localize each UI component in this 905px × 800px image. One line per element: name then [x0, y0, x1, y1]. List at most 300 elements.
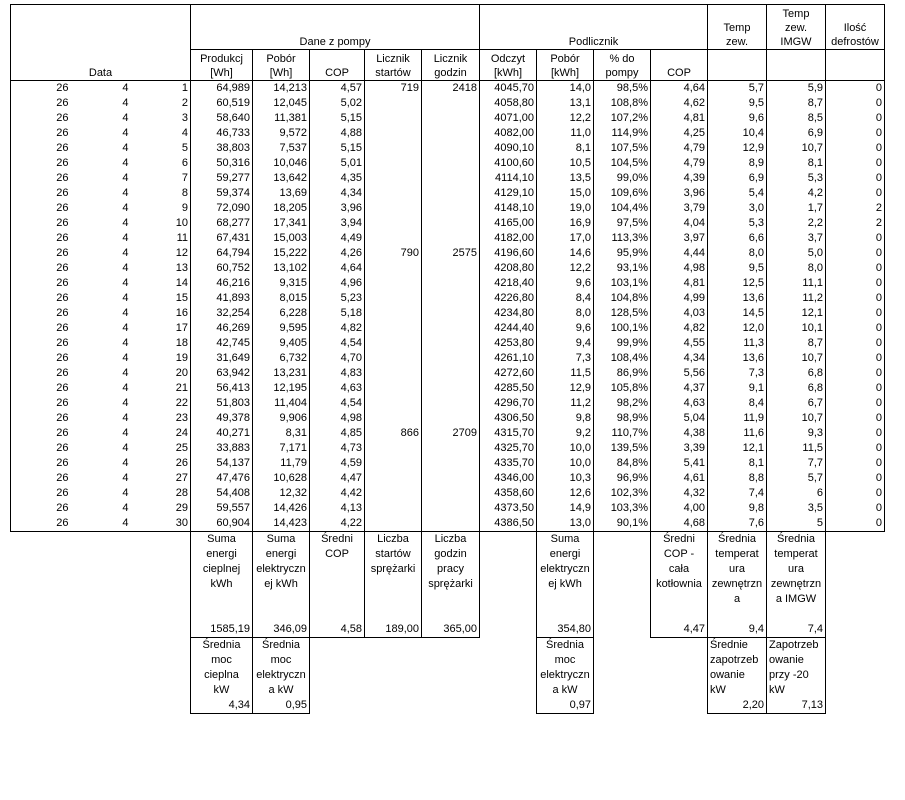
temp-imgw-cell: 4,2 — [767, 186, 826, 201]
temp-cell: 11,9 — [708, 411, 767, 426]
pobor-cell: 12,045 — [253, 96, 310, 111]
pobor-kwh-cell: 13,1 — [537, 96, 594, 111]
defrost-cell: 0 — [826, 141, 885, 156]
temp-imgw-cell: 1,7 — [767, 201, 826, 216]
defrost-cell: 0 — [826, 426, 885, 441]
day-cell: 26 — [11, 231, 71, 246]
cop-cell: 5,15 — [310, 111, 365, 126]
temp-imgw-cell: 11,2 — [767, 291, 826, 306]
defrost-cell: 0 — [826, 186, 885, 201]
pobor-cell: 17,341 — [253, 216, 310, 231]
odczyt-cell: 4100,60 — [480, 156, 537, 171]
hours-cell — [422, 351, 480, 366]
prod-cell: 31,649 — [191, 351, 253, 366]
index-cell: 5 — [131, 141, 191, 156]
defrost-cell: 0 — [826, 456, 885, 471]
pobor-cell: 15,003 — [253, 231, 310, 246]
temp-imgw-cell: 5,9 — [767, 81, 826, 97]
table-row — [11, 246, 885, 261]
cop2-cell: 4,79 — [651, 156, 708, 171]
pobor-kwh-cell: 14,9 — [537, 501, 594, 516]
cop2-cell: 3,79 — [651, 201, 708, 216]
temp-imgw-cell: 8,7 — [767, 336, 826, 351]
pct-cell: 107,5% — [594, 141, 651, 156]
hours-cell — [422, 306, 480, 321]
temp-cell: 5,7 — [708, 81, 767, 97]
defrost-cell: 0 — [826, 291, 885, 306]
temp-imgw-cell: 3,5 — [767, 501, 826, 516]
cop-cell: 4,57 — [310, 81, 365, 97]
odczyt-cell: 4071,00 — [480, 111, 537, 126]
day-cell: 26 — [11, 171, 71, 186]
avg-power-submeter-label: Średnia moc elektryczn a kW — [537, 637, 594, 698]
pct-cell: 139,5% — [594, 441, 651, 456]
month-cell: 4 — [122, 202, 129, 214]
pobor-kwh-cell: 10,0 — [537, 456, 594, 471]
pct-cell: 96,9% — [594, 471, 651, 486]
starts-cell — [365, 216, 422, 231]
hours-cell — [422, 111, 480, 126]
temp-cell: 8,9 — [708, 156, 767, 171]
pump-group-header: Dane z pompy — [191, 5, 480, 50]
cop-cell: 4,70 — [310, 351, 365, 366]
pobor-kwh-cell: 14,0 — [537, 81, 594, 97]
pobor-kwh-cell: 15,0 — [537, 186, 594, 201]
prod-cell: 60,752 — [191, 261, 253, 276]
odczyt-cell: 4114,10 — [480, 171, 537, 186]
pct-cell: 104,8% — [594, 291, 651, 306]
month-cell: 4 — [122, 277, 129, 289]
odczyt-cell: 4346,00 — [480, 471, 537, 486]
cop2-cell: 4,34 — [651, 351, 708, 366]
hours-cell — [422, 276, 480, 291]
index-cell: 19 — [131, 351, 191, 366]
cop2-cell: 4,37 — [651, 381, 708, 396]
pobor-kwh-cell: 9,2 — [537, 426, 594, 441]
table-row — [11, 366, 885, 381]
month-cell: 4 — [122, 187, 129, 199]
hours-cell: 2418 — [422, 81, 480, 97]
defrost-cell: 0 — [826, 366, 885, 381]
starts-cell — [365, 141, 422, 156]
cop-cell: 4,54 — [310, 336, 365, 351]
starts-cell — [365, 366, 422, 381]
temp-imgw-cell: 10,7 — [767, 141, 826, 156]
odczyt-cell: 4090,10 — [480, 141, 537, 156]
temp-cell: 9,1 — [708, 381, 767, 396]
month-cell: 4 — [71, 516, 131, 532]
pobor-cell: 11,404 — [253, 396, 310, 411]
odczyt-cell: 4325,70 — [480, 441, 537, 456]
prod-cell: 38,803 — [191, 141, 253, 156]
pobor-kwh-cell: 19,0 — [537, 201, 594, 216]
pobor-cell: 8,015 — [253, 291, 310, 306]
pobor-cell: 10,046 — [253, 156, 310, 171]
pobor-cell: 13,231 — [253, 366, 310, 381]
temp-imgw-cell: 6,8 — [767, 366, 826, 381]
temp-cell: 11,3 — [708, 336, 767, 351]
prod-cell: 42,745 — [191, 336, 253, 351]
index-cell: 10 — [131, 216, 191, 231]
temp-imgw-cell: 6 — [767, 486, 826, 501]
pobor-kwh-cell: 10,5 — [537, 156, 594, 171]
month-cell: 4 — [122, 82, 129, 94]
hours-cell: 2575 — [422, 246, 480, 261]
starts-cell: 866 — [365, 426, 422, 441]
month-cell: 4 — [122, 127, 129, 139]
day-cell: 26 — [11, 291, 71, 306]
hours-cell — [422, 156, 480, 171]
cop2-cell: 4,79 — [651, 141, 708, 156]
avg-power-elec-value: 0,95 — [253, 698, 310, 714]
day-cell: 26 — [11, 336, 71, 351]
defrost-cell: 0 — [826, 156, 885, 171]
cop-cell: 5,18 — [310, 306, 365, 321]
hours-count-label: Liczba godzin pracy sprężarki — [422, 532, 480, 622]
pobor-cell: 14,426 — [253, 501, 310, 516]
day-cell: 26 — [11, 426, 71, 441]
table-row — [11, 351, 885, 366]
day-cell: 26 — [11, 471, 71, 486]
temp-cell: 10,4 — [708, 126, 767, 141]
starts-cell — [365, 156, 422, 171]
day-cell: 26 — [11, 456, 71, 471]
cop2-cell: 3,96 — [651, 186, 708, 201]
starts-cell — [365, 501, 422, 516]
cop-cell: 4,85 — [310, 426, 365, 441]
hours-cell — [422, 456, 480, 471]
defrost-cell: 0 — [826, 396, 885, 411]
starts-cell — [365, 321, 422, 336]
odczyt-cell: 4373,50 — [480, 501, 537, 516]
day-cell: 26 — [11, 321, 71, 336]
pct-cell: 98,2% — [594, 396, 651, 411]
day-cell: 26 — [11, 411, 71, 426]
month-cell: 4 — [122, 457, 129, 469]
index-cell: 7 — [131, 171, 191, 186]
table-row — [11, 216, 885, 231]
starts-count-value: 189,00 — [365, 622, 422, 638]
pct-cell: 86,9% — [594, 366, 651, 381]
index-cell: 28 — [131, 486, 191, 501]
defrost-cell: 0 — [826, 261, 885, 276]
table-row — [11, 486, 885, 501]
odczyt-cell: 4306,50 — [480, 411, 537, 426]
cop-cell: 5,23 — [310, 291, 365, 306]
temp-cell: 9,6 — [708, 111, 767, 126]
pct-cell: 93,1% — [594, 261, 651, 276]
hours-cell — [422, 396, 480, 411]
temp-cell: 13,6 — [708, 291, 767, 306]
month-cell: 4 — [122, 367, 129, 379]
cop-cell: 3,94 — [310, 216, 365, 231]
pobor-kwh-header: Pobór [kWh] — [537, 50, 594, 81]
day-cell: 26 — [11, 141, 71, 156]
pct-cell: 104,5% — [594, 156, 651, 171]
sum-elec-label: Suma energi elektryczn ej kWh — [253, 532, 310, 622]
prod-cell: 51,803 — [191, 396, 253, 411]
temp-cell: 5,4 — [708, 186, 767, 201]
temp-imgw-cell: 6,8 — [767, 381, 826, 396]
hours-cell — [422, 441, 480, 456]
day-cell: 26 — [11, 486, 71, 501]
table-row — [11, 231, 885, 246]
starts-cell — [365, 291, 422, 306]
defrost-cell: 0 — [826, 246, 885, 261]
defrost-cell: 0 — [826, 516, 885, 532]
pobor-cell: 14,423 — [253, 516, 310, 532]
pobor-kwh-cell: 17,0 — [537, 231, 594, 246]
cop-cell: 5,02 — [310, 96, 365, 111]
table-row — [11, 96, 885, 111]
index-cell: 6 — [131, 156, 191, 171]
temp-imgw-cell: 8,7 — [767, 96, 826, 111]
cop2-cell: 3,97 — [651, 231, 708, 246]
index-cell: 14 — [131, 276, 191, 291]
day-cell: 26 — [11, 276, 71, 291]
hours-header: Licznik godzin — [422, 50, 480, 81]
cop-cell: 5,15 — [310, 141, 365, 156]
month-cell: 4 — [122, 232, 129, 244]
index-cell: 3 — [131, 111, 191, 126]
defrost-cell: 0 — [826, 411, 885, 426]
cop-cell: 4,26 — [310, 246, 365, 261]
month-cell: 4 — [122, 337, 129, 349]
hours-cell — [422, 321, 480, 336]
hours-cell: 2709 — [422, 426, 480, 441]
cop-cell: 4,35 — [310, 171, 365, 186]
day-cell: 26 — [11, 216, 71, 231]
cop2-cell: 4,68 — [651, 516, 708, 532]
defrost-cell: 0 — [826, 276, 885, 291]
index-cell: 11 — [131, 231, 191, 246]
table-row — [11, 471, 885, 486]
index-cell: 9 — [131, 201, 191, 216]
odczyt-cell: 4058,80 — [480, 96, 537, 111]
odczyt-cell: 4234,80 — [480, 306, 537, 321]
cop-cell: 4,88 — [310, 126, 365, 141]
hours-cell — [422, 141, 480, 156]
odczyt-cell: 4082,00 — [480, 126, 537, 141]
hours-cell — [422, 186, 480, 201]
pobor-kwh-cell: 12,2 — [537, 261, 594, 276]
cop2-header: COP — [651, 50, 708, 81]
odczyt-cell: 4226,80 — [480, 291, 537, 306]
day-cell: 26 — [11, 306, 71, 321]
avg-cop-label: Średni COP — [310, 532, 365, 622]
table-row — [11, 291, 885, 306]
hours-cell — [422, 216, 480, 231]
avg-temp-imgw-value: 7,4 — [767, 622, 826, 638]
pobor-cell: 14,213 — [253, 81, 310, 97]
index-cell: 15 — [131, 291, 191, 306]
hours-cell — [422, 291, 480, 306]
prod-cell: 56,413 — [191, 381, 253, 396]
pobor-kwh-cell: 12,9 — [537, 381, 594, 396]
temp-cell: 7,4 — [708, 486, 767, 501]
starts-cell — [365, 486, 422, 501]
temp-imgw-cell: 8,1 — [767, 156, 826, 171]
starts-cell — [365, 351, 422, 366]
pobor-kwh-cell: 8,0 — [537, 306, 594, 321]
pct-cell: 97,5% — [594, 216, 651, 231]
odczyt-cell: 4335,70 — [480, 456, 537, 471]
table-row — [11, 336, 885, 351]
index-cell: 17 — [131, 321, 191, 336]
day-cell: 26 — [11, 81, 71, 97]
table-row — [11, 306, 885, 321]
cop2-cell: 4,44 — [651, 246, 708, 261]
temp-cell: 6,6 — [708, 231, 767, 246]
temp-imgw-cell: 6,7 — [767, 396, 826, 411]
heat-pump-sheet — [10, 4, 885, 714]
cop2-cell: 4,98 — [651, 261, 708, 276]
pct-cell: 108,8% — [594, 96, 651, 111]
pobor-cell: 6,228 — [253, 306, 310, 321]
pobor-cell: 8,31 — [253, 426, 310, 441]
pobor-cell: 9,572 — [253, 126, 310, 141]
temp-imgw-cell: 10,7 — [767, 351, 826, 366]
table-row — [11, 156, 885, 171]
pobor-cell: 9,595 — [253, 321, 310, 336]
cop-cell: 4,83 — [310, 366, 365, 381]
pobor-cell: 10,628 — [253, 471, 310, 486]
pobor-kwh-cell: 13,0 — [537, 516, 594, 532]
prod-cell: 59,277 — [191, 171, 253, 186]
table-row — [11, 381, 885, 396]
cop-cell: 4,42 — [310, 486, 365, 501]
pct-cell: 103,1% — [594, 276, 651, 291]
temp-imgw-cell: 9,3 — [767, 426, 826, 441]
defrost-cell: 0 — [826, 486, 885, 501]
cop-boiler-value: 4,47 — [651, 622, 708, 638]
table-row — [11, 171, 885, 186]
temp-imgw-cell: 8,0 — [767, 261, 826, 276]
hours-cell — [422, 231, 480, 246]
odczyt-cell: 4129,10 — [480, 186, 537, 201]
starts-cell — [365, 411, 422, 426]
pct-header: % do pompy — [594, 50, 651, 81]
prod-cell: 46,733 — [191, 126, 253, 141]
prod-cell: 46,216 — [191, 276, 253, 291]
starts-cell — [365, 171, 422, 186]
month-cell: 4 — [122, 262, 129, 274]
cop-cell: 5,01 — [310, 156, 365, 171]
defrost-cell: 0 — [826, 471, 885, 486]
temp-imgw-cell: 8,5 — [767, 111, 826, 126]
table-row — [11, 516, 885, 532]
table-row — [11, 81, 885, 97]
cop-cell: 4,22 — [310, 516, 365, 532]
table-row — [11, 276, 885, 291]
prod-cell: 50,316 — [191, 156, 253, 171]
pct-cell: 95,9% — [594, 246, 651, 261]
month-cell: 4 — [122, 382, 129, 394]
starts-cell — [365, 471, 422, 486]
defrost-cell: 2 — [826, 216, 885, 231]
defrost-cell: 0 — [826, 111, 885, 126]
index-cell: 20 — [131, 366, 191, 381]
pobor-kwh-cell: 11,0 — [537, 126, 594, 141]
day-cell: 26 — [11, 261, 71, 276]
demand-label: Średnie zapotrzeb owanie kW — [708, 637, 767, 698]
pobor-cell: 11,79 — [253, 456, 310, 471]
cop2-cell: 4,25 — [651, 126, 708, 141]
starts-cell — [365, 456, 422, 471]
defrost-cell: 0 — [826, 126, 885, 141]
hours-cell — [422, 381, 480, 396]
odczyt-cell: 4218,40 — [480, 276, 537, 291]
prod-cell: 54,137 — [191, 456, 253, 471]
cop-cell: 4,49 — [310, 231, 365, 246]
temp-cell: 8,8 — [708, 471, 767, 486]
temp-imgw-cell: 5,7 — [767, 471, 826, 486]
avg-power-submeter-value: 0,97 — [537, 698, 594, 714]
temp-cell: 12,0 — [708, 321, 767, 336]
table-row — [11, 501, 885, 516]
day-cell: 26 — [11, 366, 71, 381]
temp-imgw-header: Temp zew. IMGW — [767, 5, 826, 50]
demand-minus20-label: Zapotrzeb owanie przy -20 kW — [767, 637, 826, 698]
cop-cell: 4,96 — [310, 276, 365, 291]
hours-cell — [422, 171, 480, 186]
avg-temp-label: Średnia temperat ura zewnętrzn a — [708, 532, 767, 622]
month-cell: 4 — [122, 487, 129, 499]
cop-cell: 4,34 — [310, 186, 365, 201]
starts-cell — [365, 261, 422, 276]
temp-imgw-cell: 6,9 — [767, 126, 826, 141]
prod-cell: 64,989 — [191, 81, 253, 97]
temp-cell: 9,5 — [708, 261, 767, 276]
cop-cell: 4,73 — [310, 441, 365, 456]
index-cell: 30 — [131, 516, 191, 532]
table-row — [11, 261, 885, 276]
cop2-cell: 4,81 — [651, 276, 708, 291]
day-cell: 26 — [11, 186, 71, 201]
starts-cell — [365, 186, 422, 201]
prod-cell: 68,277 — [191, 216, 253, 231]
cop2-cell: 4,55 — [651, 336, 708, 351]
starts-cell — [365, 126, 422, 141]
prod-cell: 72,090 — [191, 201, 253, 216]
temp-imgw-cell: 11,1 — [767, 276, 826, 291]
temp-cell: 9,5 — [708, 96, 767, 111]
defrost-cell: 0 — [826, 441, 885, 456]
defrost-cell: 2 — [826, 201, 885, 216]
starts-cell — [365, 276, 422, 291]
prod-cell: 59,557 — [191, 501, 253, 516]
temp-imgw-cell: 10,7 — [767, 411, 826, 426]
hours-cell — [422, 201, 480, 216]
table-row — [11, 441, 885, 456]
pobor-cell: 13,69 — [253, 186, 310, 201]
odczyt-cell: 4315,70 — [480, 426, 537, 441]
hours-cell — [422, 471, 480, 486]
day-cell: 26 — [11, 246, 71, 261]
defrost-cell: 0 — [826, 351, 885, 366]
cop2-cell: 4,32 — [651, 486, 708, 501]
index-cell: 25 — [131, 441, 191, 456]
index-cell: 23 — [131, 411, 191, 426]
cop2-cell: 4,99 — [651, 291, 708, 306]
prod-cell: 49,378 — [191, 411, 253, 426]
defrost-cell: 0 — [826, 381, 885, 396]
temp-imgw-cell: 12,1 — [767, 306, 826, 321]
temp-cell: 12,9 — [708, 141, 767, 156]
day-cell: 26 — [11, 396, 71, 411]
temp-imgw-cell: 11,5 — [767, 441, 826, 456]
pobor-kwh-cell: 12,2 — [537, 111, 594, 126]
